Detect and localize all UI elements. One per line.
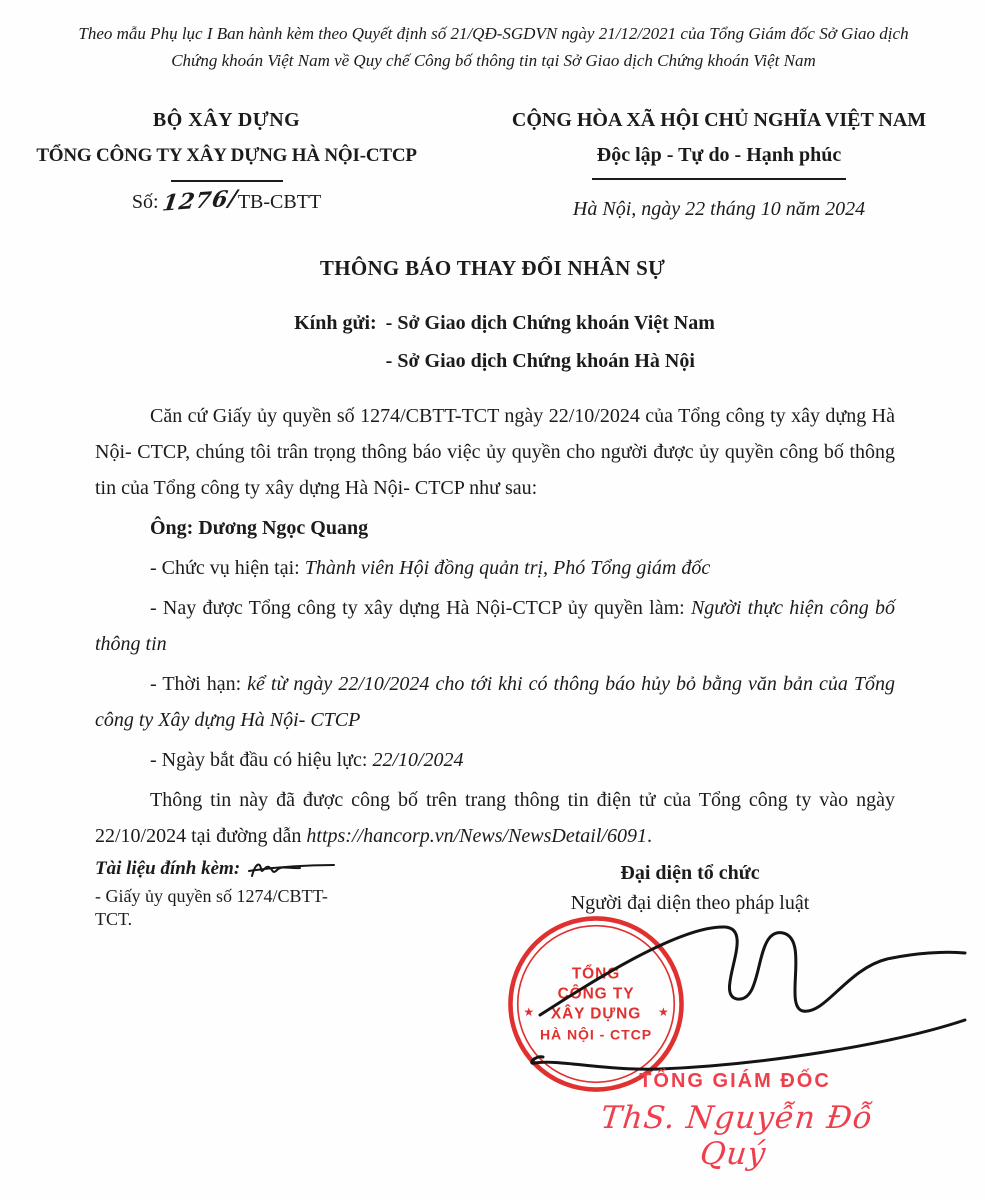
representative-block	[500, 858, 880, 918]
representative-subtitle: Người đại diện theo pháp luật	[570, 892, 810, 914]
person-line: Ông: Dương Ngọc Quang	[150, 517, 369, 539]
recipients-section	[0, 304, 985, 380]
document-number	[0, 184, 453, 219]
announcement-url: https://hancorp.vn/News/NewsDetail/6091	[306, 825, 647, 847]
signer-block	[575, 1068, 895, 1172]
item-current-position: - Chức vụ hiện tại: Thành viên Hội đồng quản trị, Phó Tổng giám đốc	[150, 557, 711, 579]
company-name: TỔNG CÔNG TY XÂY DỰNG HÀ NỘI-CTCP	[36, 145, 417, 166]
ministry-name: BỘ XÂY DỰNG	[152, 109, 301, 131]
signer-title: TỔNG GIÁM ĐỐC	[639, 1070, 831, 1092]
motto-line: Độc lập - Tự do - Hạnh phúc	[596, 144, 842, 166]
issuer-block	[0, 102, 453, 224]
attachment-item: - Giấy ủy quyền số 1274/CBTT-TCT.	[95, 886, 328, 929]
handwritten-initials	[246, 856, 338, 882]
seal-star-right-icon: ★	[658, 1004, 669, 1019]
motto-divider	[592, 178, 846, 180]
recipient-line: - Sở Giao dịch Chứng khoán Việt Nam	[385, 312, 715, 334]
form-reference-note: Theo mẫu Phụ lục I Ban hành kèm theo Quyết định số 21/QĐ-SGDVN ngày 21/12/2021 của Tổng Giám đốc Sở Giao dịch Chứng khoán Việt Nam về Quy chế Công bố thông tin tại Sở Giao dịch Chứng khoán Việt Nam	[78, 24, 909, 70]
page-title: THÔNG BÁO THAY ĐỔI NHÂN SỰ	[319, 256, 666, 280]
document-number-label: Số:	[131, 191, 159, 213]
recipients-label: Kính gửi:	[294, 312, 377, 334]
national-motto-block	[453, 102, 985, 224]
paragraph-basis: Căn cứ Giấy ủy quyền số 1274/CBTT-TCT ngày 22/10/2024 của Tổng công ty xây dựng Hà Nội- CTCP, chúng tôi trân trọng thông báo việc ủy quyền cho người được ủy quyền công bố thông tin của Tổng công ty xây dựng Hà Nội- CTCP như sau:	[95, 405, 895, 499]
document-number-handwritten: 1276/	[160, 185, 240, 217]
attachments-block	[95, 856, 360, 931]
item-effective-date: - Ngày bắt đầu có hiệu lực: 22/10/2024	[150, 749, 464, 771]
document-body	[95, 398, 895, 854]
signer-name: ThS. Nguyễn Đỗ Quý	[599, 1100, 875, 1172]
seal-center-line: CÔNG TY	[557, 985, 635, 1003]
seal-center-line: HÀ NỘI - CTCP	[539, 1026, 653, 1043]
recipient-line: - Sở Giao dịch Chứng khoán Hà Nội	[385, 350, 695, 372]
republic-line: CỘNG HÒA XÃ HỘI CHỦ NGHĨA VIỆT NAM	[511, 109, 927, 131]
item-authorized-role: - Nay được Tổng công ty xây dựng Hà Nội-CTCP ủy quyền làm: Người thực hiện công bố thông tin	[95, 597, 895, 655]
paragraph-closing: Thông tin này đã được công bố trên trang thông tin điện tử của Tổng công ty vào ngày 22/10/2024 tại đường dẫn https://hancorp.vn/News/NewsDetail/6091.	[95, 789, 895, 847]
attachments-label: Tài liệu đính kèm:	[95, 858, 241, 879]
seal-center-line: XÂY DỰNG	[550, 1005, 642, 1023]
item-term: - Thời hạn: kể từ ngày 22/10/2024 cho tới khi có thông báo hủy bỏ bằng văn bản của Tổng công ty Xây dựng Hà Nội- CTCP	[95, 673, 895, 731]
place-date-line: Hà Nội, ngày 22 tháng 10 năm 2024	[572, 198, 866, 220]
document-header	[0, 102, 985, 224]
representative-title: Đại diện tổ chức	[620, 862, 760, 884]
document-number-suffix: TB-CBTT	[237, 191, 322, 213]
seal-center-line: TỔNG	[571, 965, 621, 983]
seal-star-left-icon: ★	[523, 1004, 534, 1019]
